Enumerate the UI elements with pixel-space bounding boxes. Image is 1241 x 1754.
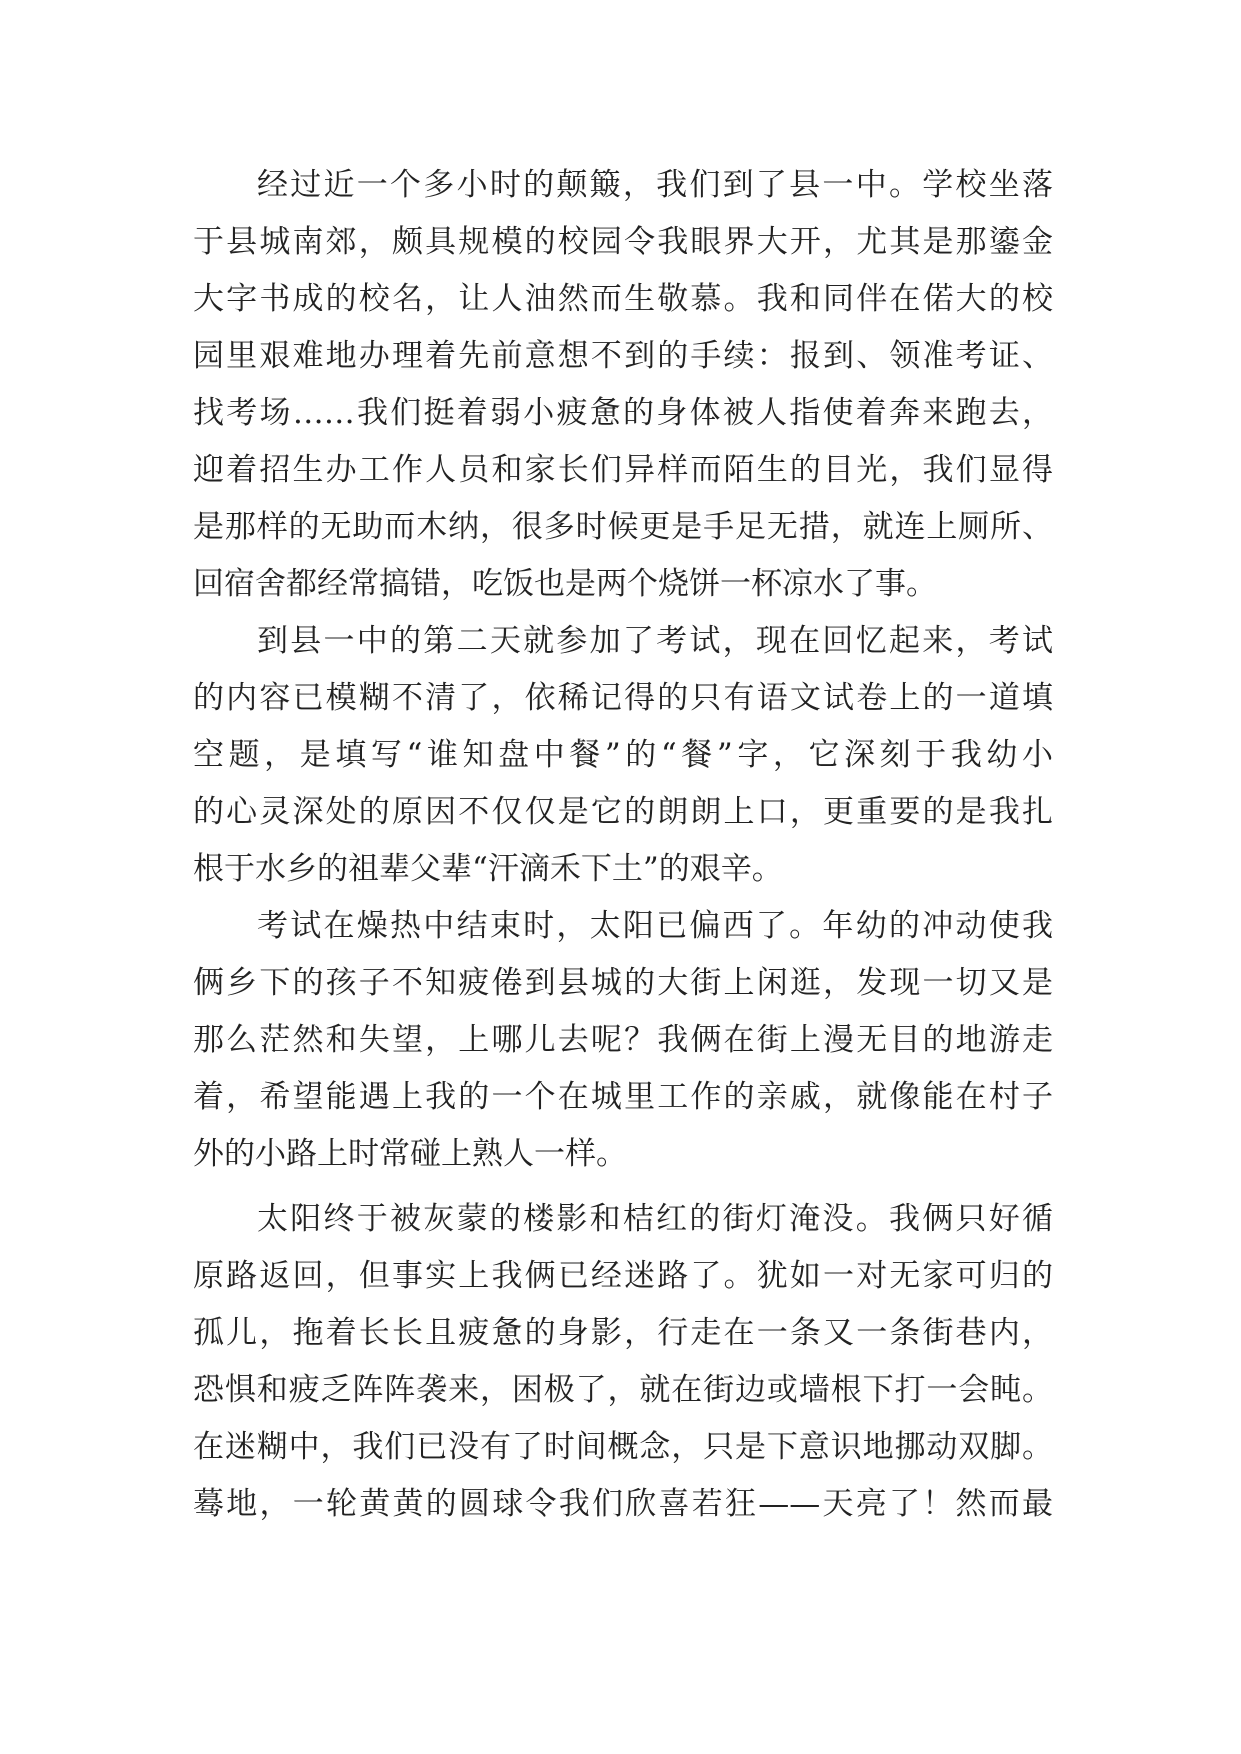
text-line: 园里艰难地办理着先前意想不到的手续：报到、领准考证、 — [193, 338, 1053, 374]
text-line: 到县一中的第二天就参加了考试，现在回忆起来，考试 — [257, 623, 1053, 659]
text-line: 回宿舍都经常搞错，吃饭也是两个烧饼一杯凉水了事。 — [193, 566, 937, 602]
text-line: 着，希望能遇上我的一个在城里工作的亲戚，就像能在村子 — [193, 1079, 1053, 1115]
text-line: 找考场……我们挺着弱小疲惫的身体被人指使着奔来跑去， — [193, 395, 1053, 431]
paragraph-spacing — [193, 1183, 1053, 1191]
text-line: 于县城南郊，颇具规模的校园令我眼界大开，尤其是那鎏金 — [193, 224, 1053, 260]
paragraph-2 — [193, 613, 1053, 898]
text-line: 那么茫然和失望，上哪儿去呢？我俩在街上漫无目的地游走 — [193, 1022, 1053, 1058]
text-line: 迎着招生办工作人员和家长们异样而陌生的目光，我们显得 — [193, 452, 1053, 488]
text-line: 原路返回，但事实上我俩已经迷路了。犹如一对无家可归的 — [193, 1258, 1053, 1294]
text-line: 外的小路上时常碰上熟人一样。 — [193, 1136, 627, 1172]
text-line: 俩乡下的孩子不知疲倦到县城的大街上闲逛，发现一切又是 — [193, 965, 1053, 1001]
text-line: 太阳终于被灰蒙的楼影和桔红的街灯淹没。我俩只好循 — [257, 1201, 1053, 1237]
text-line: 大字书成的校名，让人油然而生敬慕。我和同伴在偌大的校 — [193, 281, 1053, 317]
text-line: 考试在燥热中结束时，太阳已偏西了。年幼的冲动使我 — [257, 908, 1053, 944]
paragraph-1 — [193, 157, 1053, 613]
body-text — [193, 157, 1053, 1533]
text-line: 孤儿，拖着长长且疲惫的身影，行走在一条又一条街巷内， — [193, 1315, 1053, 1351]
paragraph-3 — [193, 898, 1053, 1183]
text-line: 的内容已模糊不清了，依稀记得的只有语文试卷上的一道填 — [193, 680, 1053, 716]
text-line: 蓦地，一轮黄黄的圆球令我们欣喜若狂——天亮了！然而最 — [193, 1486, 1053, 1522]
text-line: 空题，是填写“谁知盘中餐”的“餐”字，它深刻于我幼小 — [193, 737, 1053, 773]
text-line: 恐惧和疲乏阵阵袭来，困极了，就在街边或墙根下打一会盹。 — [193, 1372, 1053, 1408]
text-line: 经过近一个多小时的颠簸，我们到了县一中。学校坐落 — [257, 167, 1053, 203]
text-line: 的心灵深处的原因不仅仅是它的朗朗上口，更重要的是我扎 — [193, 794, 1053, 830]
paragraph-4 — [193, 1191, 1053, 1533]
text-line: 在迷糊中，我们已没有了时间概念，只是下意识地挪动双脚。 — [193, 1429, 1053, 1465]
text-line: 是那样的无助而木纳，很多时候更是手足无措，就连上厕所、 — [193, 509, 1053, 545]
text-line: 根于水乡的祖辈父辈“汗滴禾下土”的艰辛。 — [193, 851, 783, 887]
